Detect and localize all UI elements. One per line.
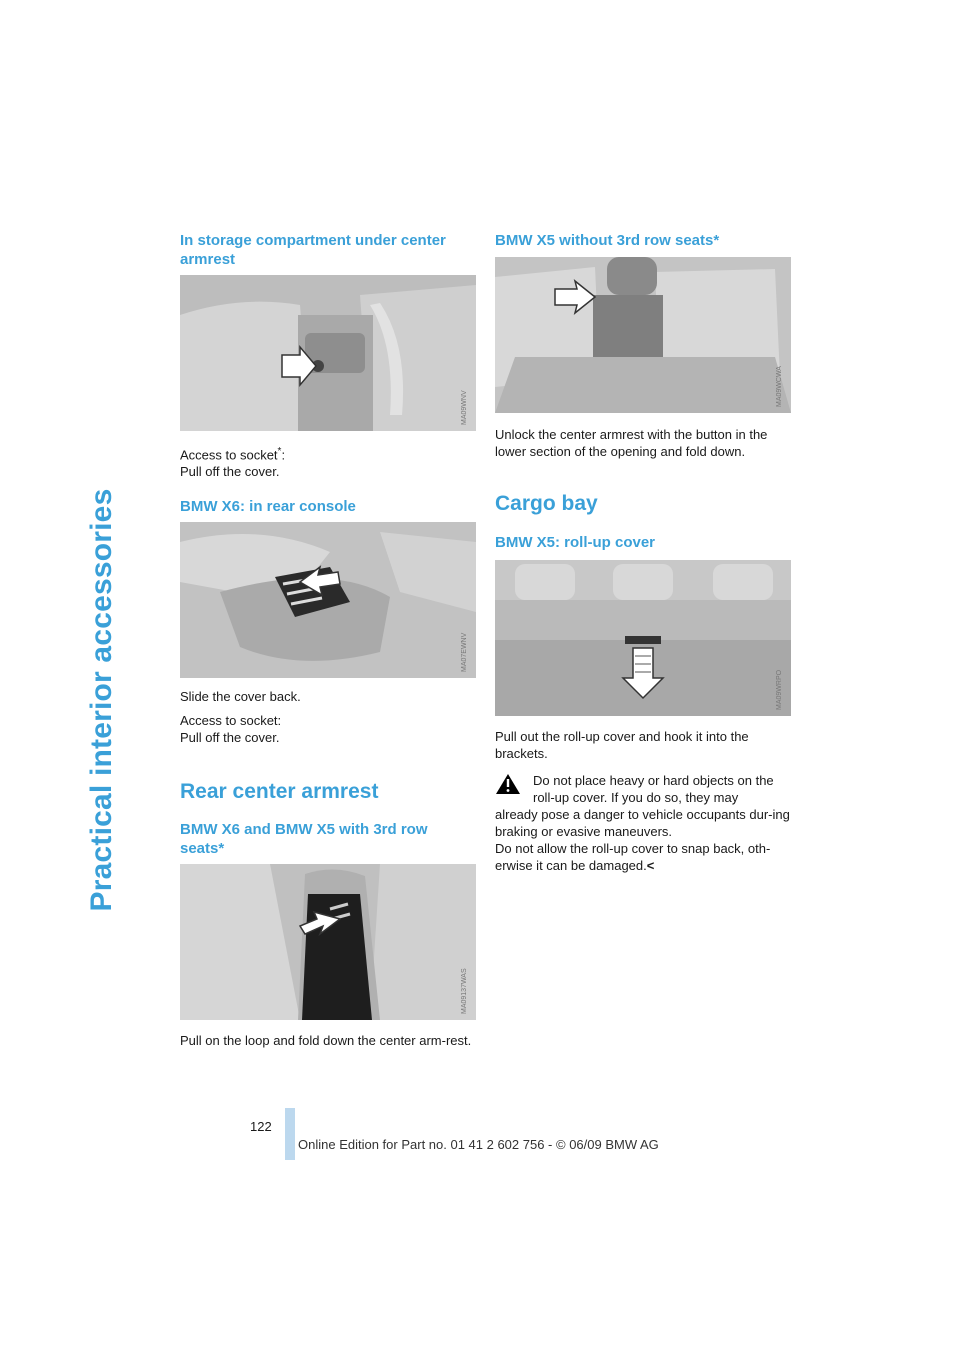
text-pull-loop: Pull on the loop and fold down the center arm-rest. bbox=[180, 1033, 472, 1048]
photo-x5-center-armrest bbox=[495, 257, 791, 413]
text-slide-cover: Slide the cover back. bbox=[180, 689, 301, 704]
warning-block bbox=[495, 772, 793, 872]
photo-rear-armrest-loop bbox=[180, 864, 476, 1020]
text-pull-roll-up: Pull out the roll-up cover and hook it into the brackets. bbox=[495, 729, 749, 761]
image-code: MA09137WAS bbox=[461, 968, 468, 1014]
side-chapter-title: Practical interior accessories bbox=[85, 488, 118, 912]
heading-cargo-bay: Cargo bay bbox=[495, 492, 598, 515]
image-code: MA07EWNV bbox=[461, 632, 468, 672]
photo-x6-rear-console bbox=[180, 522, 476, 678]
warning-line-1: Do not place heavy or hard objects on the bbox=[533, 773, 774, 788]
warning-text-2: Do not allow the roll-up cover to snap back, oth-erwise it can be damaged.< bbox=[495, 841, 771, 873]
photo-center-armrest-socket bbox=[180, 275, 476, 431]
image-code: MA09WNV bbox=[461, 390, 468, 425]
footer-edition: Online Edition for Part no. 01 41 2 602 756 - © 06/09 BMW AG bbox=[298, 1137, 659, 1152]
warning-triangle-icon bbox=[495, 772, 521, 796]
photo-roll-up-cover bbox=[495, 560, 791, 716]
heading-center-armrest-storage: In storage compartment under center armrest bbox=[180, 232, 446, 268]
heading-x6-x5-3rd-row: BMW X6 and BMW X5 with 3rd row seats* bbox=[180, 821, 428, 857]
page-number: 122 bbox=[250, 1119, 272, 1134]
image-code: MA09WCWA bbox=[776, 366, 783, 407]
warning-line-2: roll-up cover. If you do so, they may bbox=[533, 790, 739, 805]
footer-accent-bar bbox=[285, 1108, 295, 1160]
image-code: MA09WRPO bbox=[776, 669, 783, 710]
text-access-socket-2: Access to socket: Pull off the cover. bbox=[180, 713, 282, 745]
heading-rear-center-armrest: Rear center armrest bbox=[180, 780, 379, 803]
heading-x6-rear-console: BMW X6: in rear console bbox=[180, 498, 356, 515]
heading-x5-roll-up-cover: BMW X5: roll-up cover bbox=[495, 534, 656, 551]
text-unlock-armrest: Unlock the center armrest with the button in the lower section of the opening and fold down. bbox=[495, 427, 768, 459]
warning-text-rest: already pose a danger to vehicle occupants dur-ing braking or evasive maneuvers. bbox=[495, 807, 790, 839]
text-access-socket: Access to socket*: Pull off the cover. bbox=[180, 446, 286, 480]
heading-x5-without-3rd-row: BMW X5 without 3rd row seats* bbox=[495, 232, 720, 249]
